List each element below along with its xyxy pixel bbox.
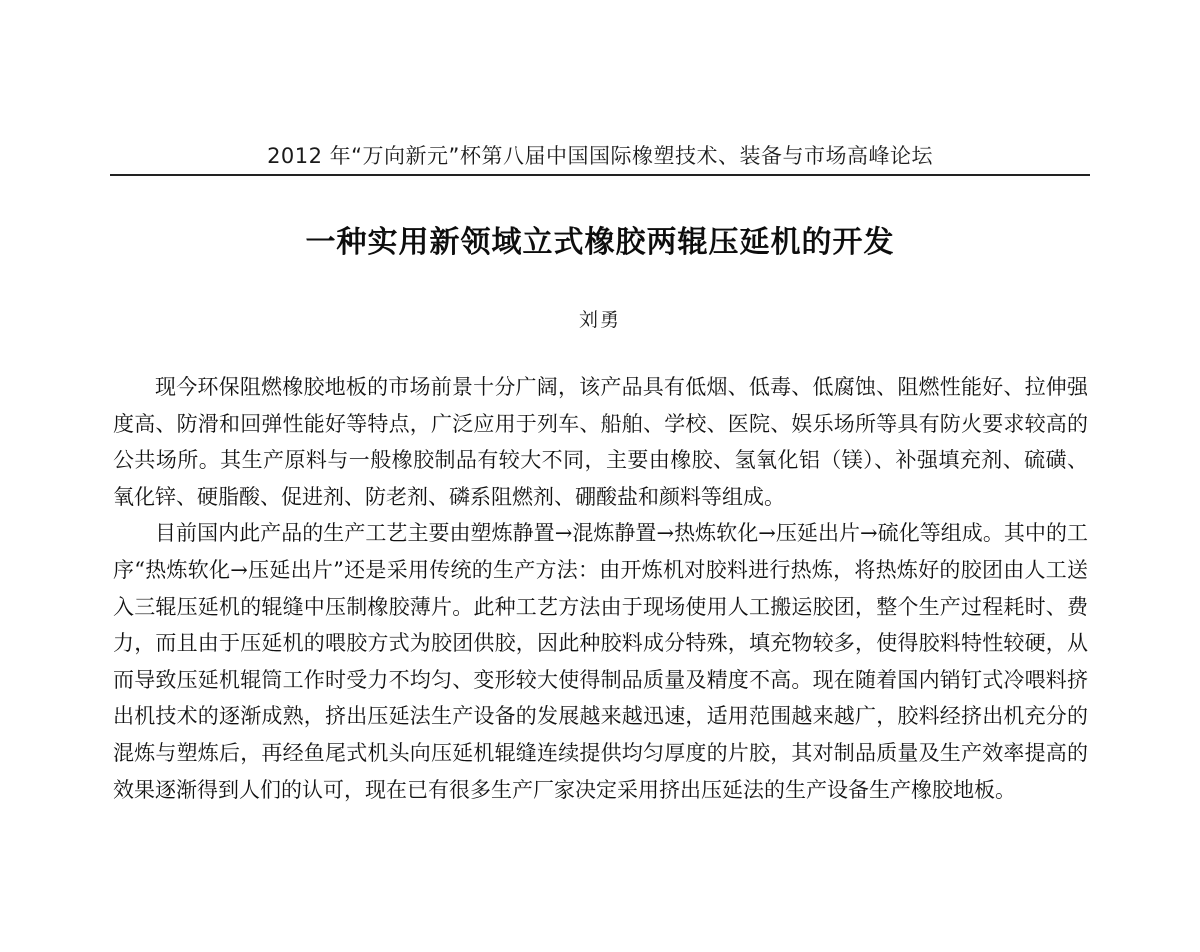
article-author: 刘勇 (578, 309, 621, 331)
header-divider-line (110, 174, 1090, 176)
article-title: 一种实用新领域立式橡胶两辊压延机的开发 (305, 225, 895, 260)
body-paragraph-2: 目前国内此产品的生产工艺主要由塑炼静置→混炼静置→热炼软化→压延出片→硫化等组成。其中的工序“热炼软化→压延出片”还是采用传统的生产方法：由开炼机对胶料进行热炼，将热炼好的胶团由人工送入三辊压延机的辊缝中压制橡胶薄片。此种工艺方法由于现场使用人工搬运胶团，整个生产过程耗时、费力，而且由于压延机的喂胶方式为胶团供胶，因此种胶料成分特殊，填充物较多，使得胶料特性较硬，从而导致压延机辊筒工作时受力不均匀、变形较大使得制品质量及精度不高。现在随着国内销钉式冷喂料挤出机技术的逐渐成熟，挤出压延法生产设备的发展越来越迅速，适用范围越来越广，胶料经挤出机充分的混炼与塑炼后，再经鱼尾式机头向压延机辊缝连续提供均匀厚度的片胶，其对制品质量及生产效率提高的效果逐渐得到人们的认可，现在已有很多生产厂家决定采用挤出压延法的生产设备生产橡胶地板。 (113, 521, 1088, 802)
conference-running-header: 2012 年“万向新元”杯第八届中国国际橡塑技术、装备与市场高峰论坛 (267, 144, 933, 168)
body-paragraph-1: 现今环保阻燃橡胶地板的市场前景十分广阔，该产品具有低烟、低毒、低腐蚀、阻燃性能好、拉伸强度高、防滑和回弹性能好等特点，广泛应用于列车、船舶、学校、医院、娱乐场所等具有防火要求较高的公共场所。其生产原料与一般橡胶制品有较大不同，主要由橡胶、氢氧化铝（镁）、补强填充剂、硫磺、氧化锌、硬脂酸、促进剂、防老剂、磷系阻燃剂、硼酸盐和颜料等组成。 (113, 375, 1088, 509)
article-body (113, 369, 1088, 808)
